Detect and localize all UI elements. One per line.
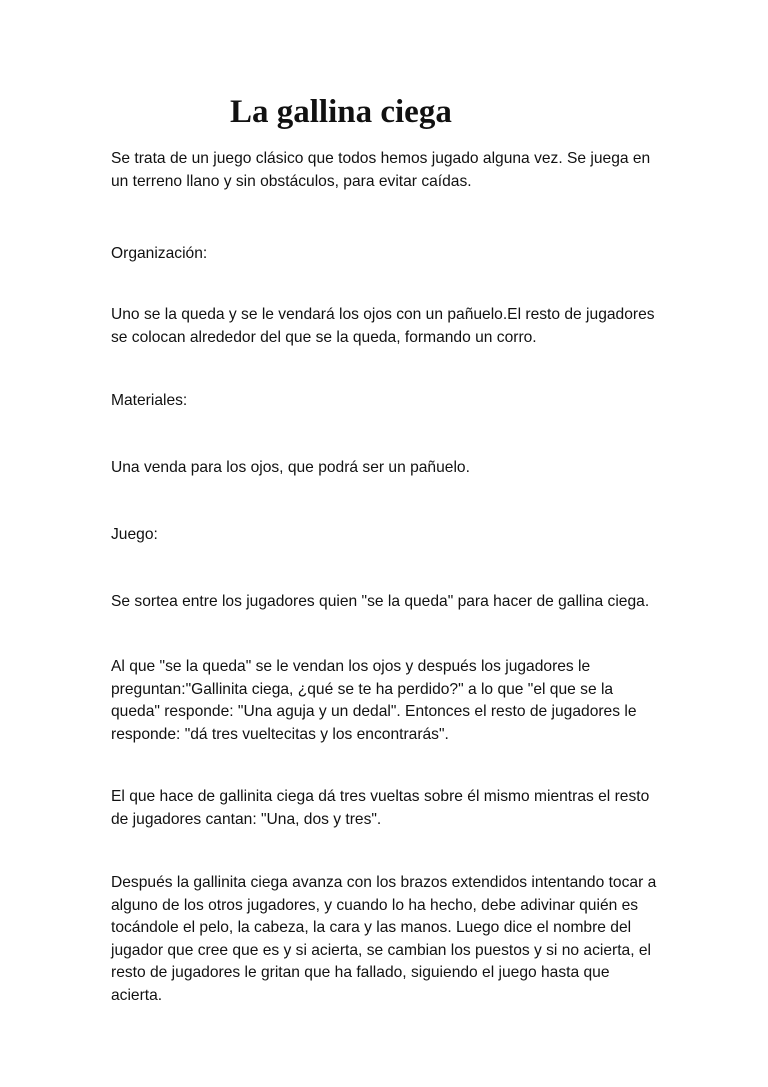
juego-paragraph-2: Al que "se la queda" se le vendan los ojos y después los jugadores le preguntan:"Gallinita ciega, ¿qué se te ha perdido?" a lo que "el que se la queda" responde: "Una aguja y un dedal". Entonces el resto de jugadores le responde: "dá tres vueltecitas y los encontrarás". <box>111 658 637 743</box>
juego-paragraph-4: Después la gallinita ciega avanza con los brazos extendidos intentando tocar a alguno de los otros jugadores, y cuando lo ha hecho, debe adivinar quién es tocándole el pelo, la cabeza, la cara y las manos. Luego dice el nombre del jugador que cree que es y si acierta, se cambian los puestos y si no acierta, el resto de jugadores le gritan que ha fallado, siguiendo el juego hasta que acierta. <box>111 874 657 1004</box>
document-title: La gallina ciega <box>230 94 452 130</box>
juego-paragraph-3: El que hace de gallinita ciega dá tres vueltas sobre él mismo mientras el resto de jugadores cantan: "Una, dos y tres". <box>111 788 650 828</box>
intro-paragraph: Se trata de un juego clásico que todos hemos jugado alguna vez. Se juega en un terreno llano y sin obstáculos, para evitar caídas. <box>111 150 651 190</box>
juego-heading: Juego: <box>111 526 158 543</box>
materiales-paragraph: Una venda para los ojos, que podrá ser un pañuelo. <box>111 459 470 476</box>
materiales-heading: Materiales: <box>111 392 188 409</box>
organizacion-heading: Organización: <box>111 245 208 262</box>
organizacion-paragraph: Uno se la queda y se le vendará los ojos con un pañuelo.El resto de jugadores se colocan alrededor del que se la queda, formando un corro. <box>111 306 655 346</box>
juego-paragraph-1: Se sortea entre los jugadores quien "se la queda" para hacer de gallina ciega. <box>111 593 650 610</box>
